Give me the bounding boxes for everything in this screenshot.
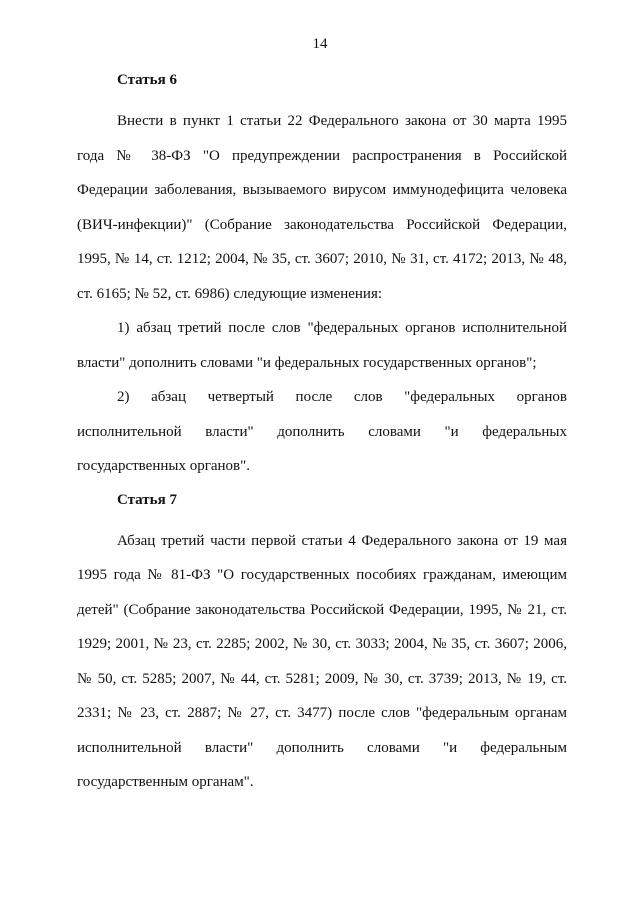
section-heading: Статья 6 — [117, 72, 177, 88]
page-number: 14 — [312, 36, 328, 52]
section-paragraph: 2) абзац четвертый после слов "федеральных органов исполнительной власти" дополнить словами "и федеральных государственных органов". — [77, 389, 567, 474]
section-paragraph: Внести в пункт 1 статьи 22 Федерального закона от 30 марта 1995 года № 38-ФЗ "О предупреждении распространения в Российской Федерации заболевания, вызываемого вирусом иммунодефицита человека (ВИЧ-инфекции)" (Собрание законодательства Российской Федерации, 1995, № 14, ст. 1212; 2004, № 35, ст. 3607; 2010, № 31, ст. 4172; 2013, № 48, ст. 6165; № 52, ст. 6986) следующие изменения: — [77, 113, 567, 302]
document-body — [77, 70, 567, 800]
section-paragraph: Абзац третий части первой статьи 4 Федерального закона от 19 мая 1995 года № 81-ФЗ "О государственных пособиях гражданам, имеющим детей" (Собрание законодательства Российской Федерации, 1995, № 21, ст. 1929; 2001, № 23, ст. 2285; 2002, № 30, ст. 3033; 2004, № 35, ст. 3607; 2006, № 50, ст. 5285; 2007, № 44, ст. 5281; 2009, № 30, ст. 3739; 2013, № 19, ст. 2331; № 23, ст. 2887; № 27, ст. 3477) после слов "федеральным органам исполнительной власти" дополнить словами "и федеральным государственным органам". — [77, 532, 567, 790]
section-paragraph: 1) абзац третий после слов "федеральных органов исполнительной власти" дополнить словами "и федеральных государственных органов"; — [77, 320, 567, 371]
section-heading: Статья 7 — [117, 491, 177, 508]
